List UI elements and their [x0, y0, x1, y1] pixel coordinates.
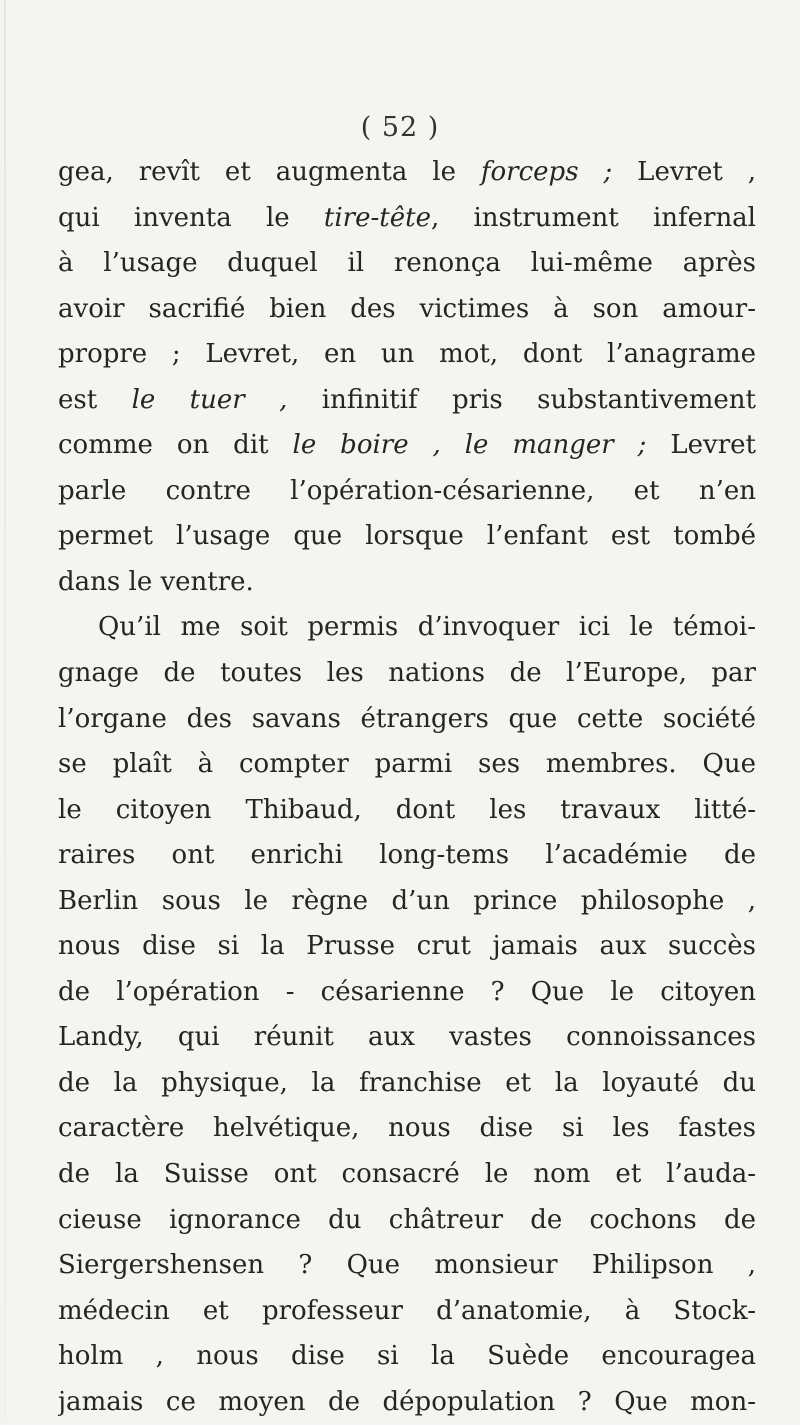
text-line: [58, 1061, 756, 1107]
text-segment: infinitif pris substantivement: [287, 384, 756, 415]
text-line: [58, 150, 756, 196]
text-segment: de l’opération - césarienne ? Que le citoyen: [58, 976, 756, 1007]
text-segment: gnage de toutes les nations de l’Europe, par: [58, 658, 756, 689]
text-segment: Levret ,: [612, 157, 756, 187]
text-segment: nous dise si la Prusse crut jamais aux succès: [58, 931, 756, 962]
text-line: [58, 287, 756, 333]
text-line: [58, 651, 756, 697]
text-segment: qui inventa le: [58, 202, 324, 233]
text-segment: de la Suisse ont consacré le nom et l’auda-: [58, 1159, 756, 1190]
text-line: [58, 1152, 756, 1198]
italic-text: le tuer ,: [131, 384, 288, 415]
italic-text: forceps ;: [480, 157, 613, 187]
text-segment: caractère helvétique, nous dise si les fastes: [58, 1113, 756, 1144]
text-line: [58, 970, 756, 1016]
text-line: [58, 924, 756, 970]
text-segment: médecin et professeur d’anatomie, à Stock-: [58, 1295, 756, 1326]
text-line: [58, 605, 756, 651]
text-line: [58, 196, 756, 242]
text-line: [58, 697, 756, 743]
body-text: [58, 150, 756, 1425]
text-line: [58, 514, 756, 560]
text-segment: Levret: [646, 430, 756, 461]
text-line: [58, 378, 756, 424]
text-segment: dans le ventre.: [58, 566, 254, 597]
text-line: [58, 1289, 756, 1335]
text-line: [58, 742, 756, 788]
text-segment: jamais ce moyen de dépopulation ? Que mon-: [58, 1386, 756, 1417]
text-segment: parle contre l’opération-césarienne, et n’en: [58, 475, 756, 506]
italic-text: le boire , le manger ;: [292, 430, 647, 461]
text-segment: permet l’usage que lorsque l’enfant est tombé: [58, 521, 756, 552]
text-segment: gea, revît et augmenta le: [58, 157, 481, 187]
text-line: [58, 1334, 756, 1380]
text-segment: de la physique, la franchise et la loyauté du: [58, 1067, 756, 1098]
text-segment: à l’usage duquel il renonça lui-même après: [58, 248, 756, 279]
text-line: [58, 788, 756, 834]
text-line: [58, 241, 756, 287]
text-segment: raires ont enrichi long-tems l’académie de: [58, 840, 756, 871]
text-segment: comme on dit: [58, 430, 293, 461]
text-segment: avoir sacrifié bien des victimes à son amour-: [58, 293, 756, 324]
text-line: [58, 1243, 756, 1289]
text-line: [58, 833, 756, 879]
page-edge-shadow: [4, 0, 6, 1417]
text-segment: Landy, qui réunit aux vastes connoissances: [58, 1022, 756, 1053]
text-line: [58, 1380, 756, 1425]
text-line: [58, 879, 756, 925]
text-line: [58, 1106, 756, 1152]
text-line: [58, 423, 756, 469]
text-segment: propre ; Levret, en un mot, dont l’anagrame: [58, 339, 756, 370]
text-line: [58, 560, 756, 606]
text-line: [58, 1015, 756, 1061]
text-segment: Qu’il me soit permis d’invoquer ici le témoi-: [98, 612, 756, 643]
text-segment: se plaît à compter parmi ses membres. Que: [58, 749, 756, 780]
text-segment: Siergershensen ? Que monsieur Philipson ,: [58, 1250, 756, 1281]
text-segment: l’organe des savans étrangers que cette société: [58, 703, 756, 734]
text-line: [58, 469, 756, 515]
text-segment: cieuse ignorance du châtreur de cochons de: [58, 1204, 756, 1235]
text-line: [58, 1198, 756, 1244]
text-segment: Berlin sous le règne d’un prince philosophe ,: [58, 885, 756, 916]
page-number: ( 52 ): [360, 112, 440, 143]
text-segment: holm , nous dise si la Suède encouragea: [58, 1341, 756, 1372]
text-segment: est: [58, 384, 132, 415]
text-segment: le citoyen Thibaud, dont les travaux litté-: [58, 794, 756, 825]
text-line: [58, 332, 756, 378]
text-segment: , instrument infernal: [430, 202, 756, 233]
italic-text: tire-tête: [323, 202, 431, 233]
